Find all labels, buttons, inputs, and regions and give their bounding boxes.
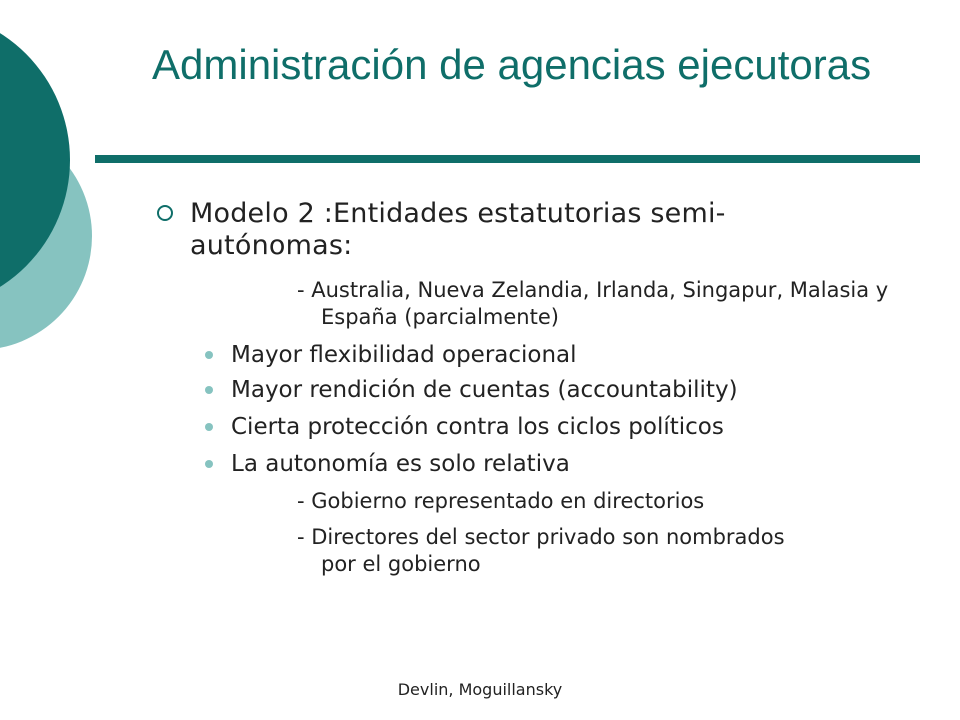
main-point: Modelo 2 :Entidades estatutorias semi-autónomas: (190, 198, 726, 261)
slide-footer: Devlin, Moguillansky (397, 680, 563, 699)
countries-list: - Australia, Nueva Zelandia, Irlanda, Singapur, Malasia y España (parcialmente) (297, 278, 889, 329)
sub-item: - Directores del sector privado son nombrados por el gobierno (297, 525, 785, 576)
hollow-circle-bullet-icon (157, 205, 173, 221)
sub-item: - Gobierno representado en directorios (297, 489, 705, 513)
bullet-item: La autonomía es solo relativa (231, 451, 570, 477)
bullet-dot-icon (205, 423, 213, 431)
bullet-item: Mayor flexibilidad operacional (231, 342, 577, 368)
slide-title: Administración de agencias ejecutoras (152, 41, 872, 88)
bullet-dot-icon (205, 351, 213, 359)
bullet-item: Cierta protección contra los ciclos políticos (231, 414, 724, 440)
bullet-item: Mayor rendición de cuentas (accountability) (231, 377, 738, 403)
bullet-dot-icon (205, 460, 213, 468)
bullet-dot-icon (205, 386, 213, 394)
